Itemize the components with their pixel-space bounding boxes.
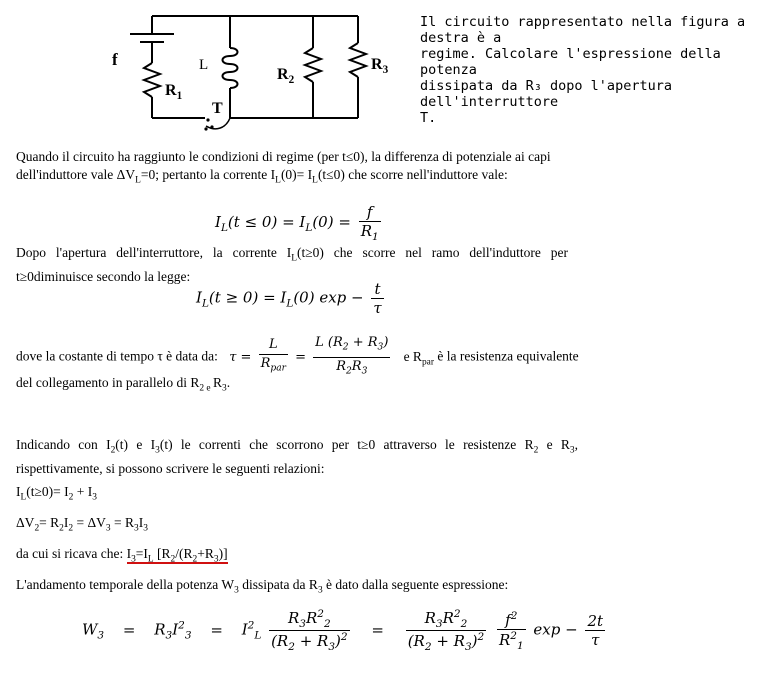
- switch-contact-3: [204, 127, 207, 130]
- paragraph-correnti: Indicando con $I_2(t)$ e $I_3(t)$ le correnti che scorrono per t≥0 attraverso le resistenze $R_2$ e $R_3$, rispettivamente, si possono scrivere le seguenti relazioni:: [16, 437, 578, 476]
- label-l: L: [199, 57, 209, 73]
- circuit-diagram: [100, 8, 400, 136]
- paragraph-tau: dove la costante di tempo τ è data da: τ = $\frac{L}{R_{par}}$ = $\frac{L (R_2 + R_3)}{R_2R_3}$ e $R_{par}$ è la resistenza equivalente: [16, 334, 616, 380]
- resistor-r3: [350, 43, 366, 77]
- switch-contact-1: [206, 118, 209, 121]
- switch-contact-2: [210, 125, 213, 128]
- problem-line-4: T.: [420, 110, 437, 126]
- paragraph-apertura: Dopo l'apertura dell'interruttore, la corrente $I_L(t\ge 0)$ che scorre nel ramo dell'induttore per t≥0diminuisce secondo la legge:: [16, 245, 568, 284]
- inductor-coil: [223, 48, 238, 88]
- paragraph-regime: Quando il circuito ha raggiunto le condizioni di regime (per t≤0), la differenza di potenziale ai capi dell'induttore vale $\Delta V_L=0$; pertanto la corrente $I_L(0)= I_L(t\le 0)$ che scorre nell'induttore vale:: [16, 149, 551, 186]
- relation-voltages: $\Delta V_2= R_2I_2 = \Delta V_3 = R_3I_3$: [16, 515, 148, 534]
- equation-tau: τ = $\frac{L}{R_{par}}$ = $\frac{L (R_2 + R_3)}{R_2R_3}$: [229, 350, 397, 365]
- label-r3: $R_3$: [371, 56, 389, 77]
- resistor-r1: [144, 63, 160, 97]
- relation-currents: $I_L(t\ge 0)= I_2 + I_3$: [16, 484, 97, 503]
- label-t: T: [212, 100, 223, 117]
- paragraph-parallel: del collegamento in parallelo di $R_2$ $_e$ $R_3$.: [16, 375, 231, 394]
- equation-power: $W_3 = R_3I^2_3 = I^2_L$ $\frac{R_3R^2_2}{(R_2 + R_3)^2}$ = $\frac{R_3R^2_2}{(R_2 + R_3)^2}$ $\frac{f^2}{R^2_1}$ exp − $\frac{2t}{\tau}$: [82, 608, 604, 653]
- resistor-r2: [305, 48, 321, 82]
- label-r2: $R_2$: [277, 66, 295, 87]
- problem-line-1: Il circuito rappresentato nella figura a destra è a: [420, 14, 746, 46]
- highlighted-result: $I_3=I_L$ $[R_2/(R_2+R_3)]$: [126, 546, 228, 565]
- switch-arc: [206, 118, 230, 129]
- problem-statement: [420, 14, 760, 126]
- equation-il-decay: $I_L(t \ge 0) = I_L(0) \exp$ − $\frac{t}{\tau}$: [196, 280, 382, 317]
- label-r1: $R_1$: [165, 82, 183, 103]
- equation-il-regime: $I_L(t \le 0) = I_L(0)$ = $\frac{f}{R_1}$: [215, 203, 379, 243]
- problem-line-3: dissipata da R₃ dopo l'apertura dell'interruttore: [420, 78, 672, 110]
- label-f: f: [112, 50, 118, 69]
- relation-i3: da cui si ricava che: $I_3=I_L$ $[R_2/(R_2+R_3)]$: [16, 546, 228, 565]
- paragraph-potenza: L'andamento temporale della potenza $W_3$ dissipata da $R_3$ è dato dalla seguente espressione:: [16, 577, 509, 596]
- problem-line-2: regime. Calcolare l'espressione della potenza: [420, 46, 721, 78]
